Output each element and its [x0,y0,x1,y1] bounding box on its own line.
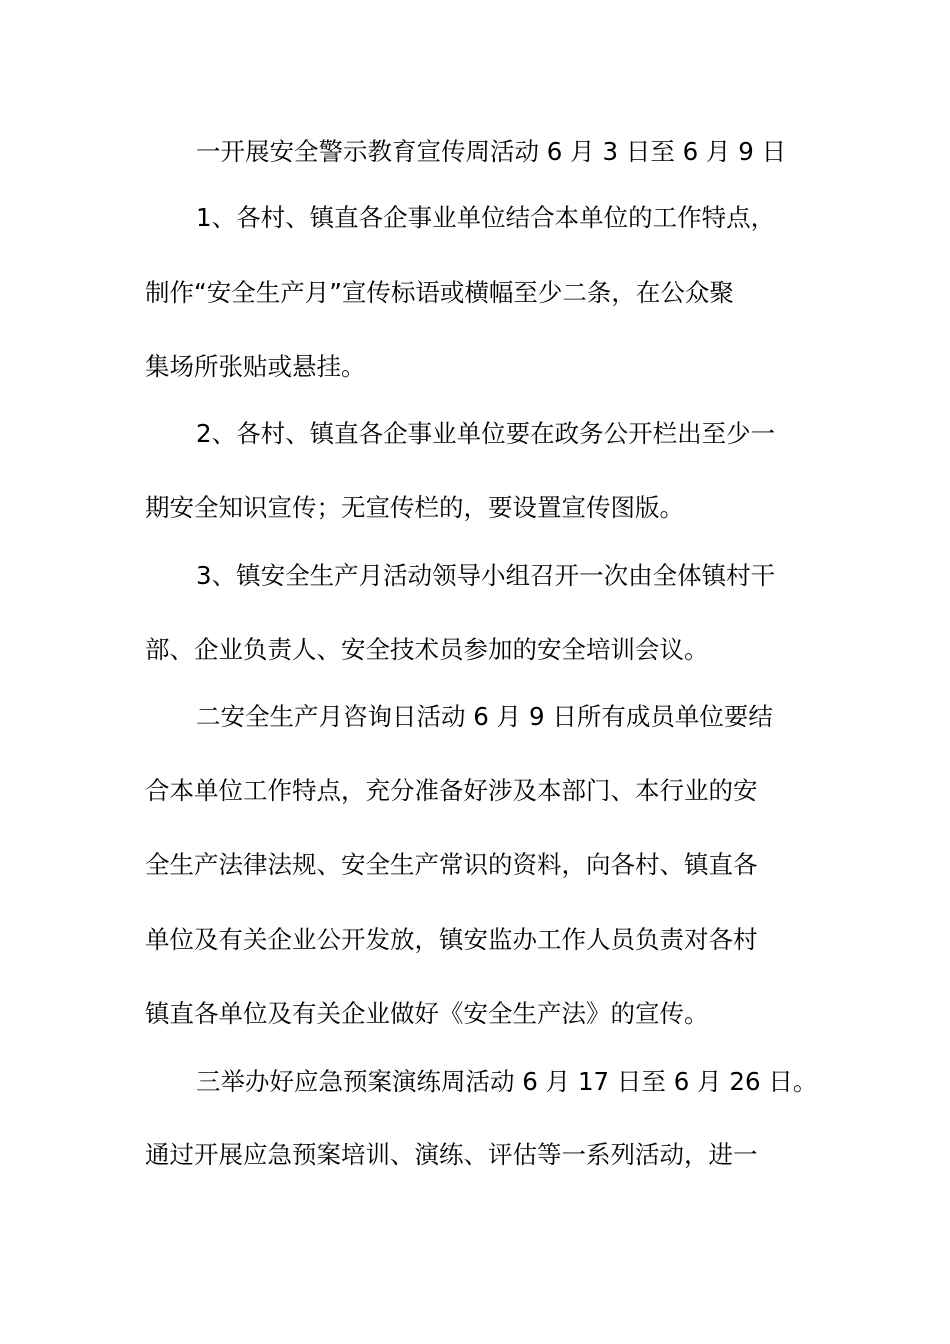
text-line-3: 制作“安全生产月”宣传标语或横幅至少二条，在公众聚 [145,278,734,307]
text-line-15: 通过开展应急预案培训、演练、评估等一系列活动，进一 [145,1140,758,1169]
text-line-7: 3、镇安全生产月活动领导小组召开一次由全体镇村干 [196,561,776,590]
text-line-10: 合本单位工作特点，充分准备好涉及本部门、本行业的安 [145,776,758,805]
text-line-12: 单位及有关企业公开发放，镇安监办工作人员负责对各村 [145,925,758,954]
text-line-1: 一开展安全警示教育宣传周活动 6 月 3 日至 6 月 9 日 [196,137,787,166]
text-line-13: 镇直各单位及有关企业做好《安全生产法》的宣传。 [145,999,709,1028]
text-line-4: 集场所张贴或悬挂。 [145,352,366,381]
text-line-14: 三举办好应急预案演练周活动 6 月 17 日至 6 月 26 日。 [196,1067,818,1096]
text-line-11: 全生产法律法规、安全生产常识的资料，向各村、镇直各 [145,850,758,879]
text-line-2: 1、各村、镇直各企事业单位结合本单位的工作特点， [196,203,776,232]
text-line-5: 2、各村、镇直各企事业单位要在政务公开栏出至少一 [196,419,776,448]
text-line-8: 部、企业负责人、安全技术员参加的安全培训会议。 [145,635,709,664]
text-line-6: 期安全知识宣传；无宣传栏的，要设置宣传图版。 [145,493,684,522]
text-line-9: 二安全生产月咨询日活动 6 月 9 日所有成员单位要结 [196,702,773,731]
